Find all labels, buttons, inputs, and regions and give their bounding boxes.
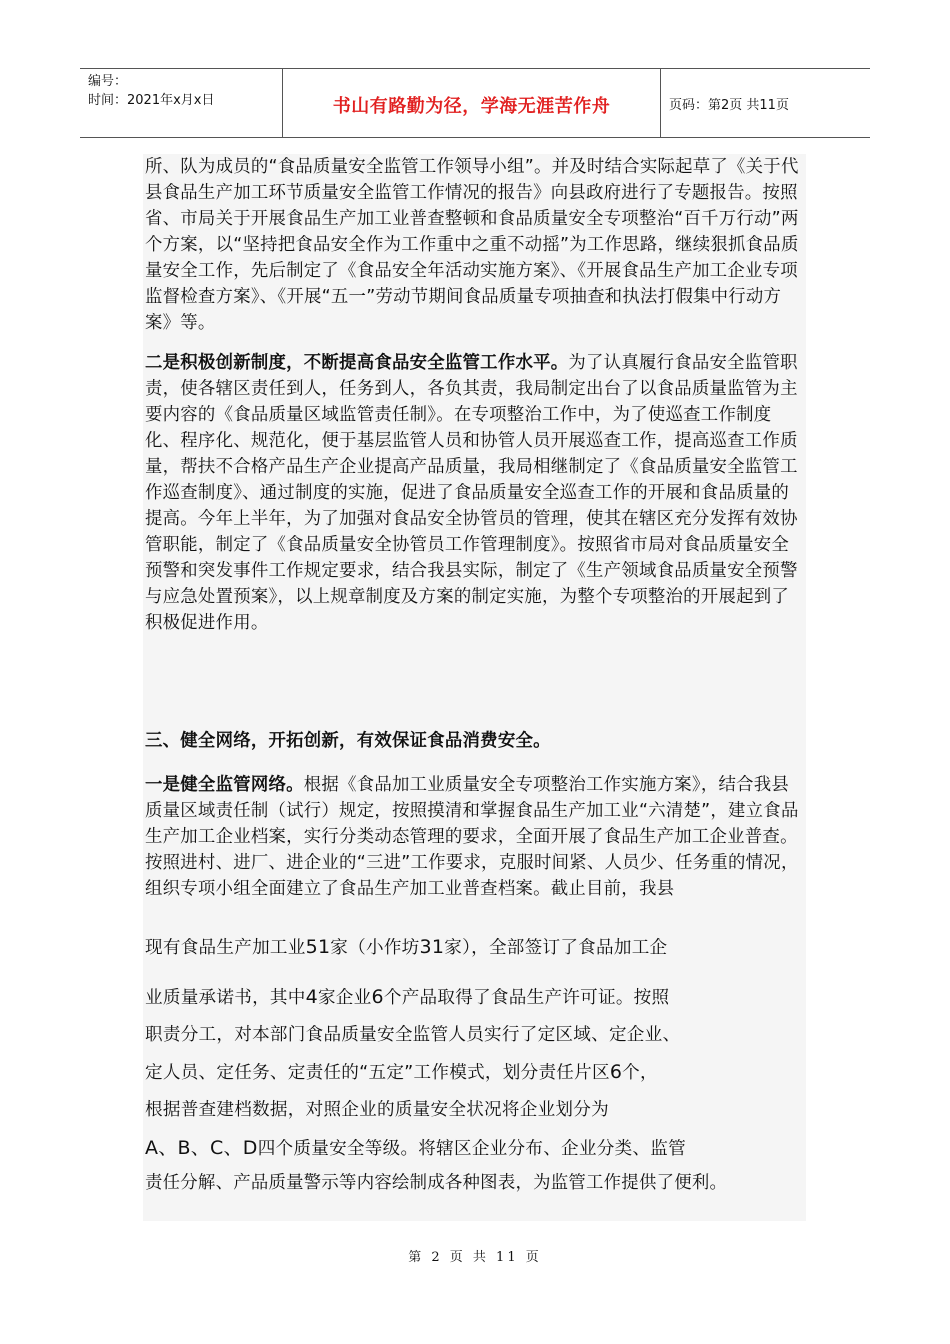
- line-5-number-2: 31: [419, 936, 445, 958]
- header-page-number: 页码：第2页 共11页: [669, 98, 789, 113]
- header-page-cell: [661, 69, 870, 137]
- page-footer: 第 2 页 共 11 页: [408, 1250, 542, 1265]
- line-6-part-b: 家企业: [317, 988, 372, 1008]
- text-line-5: [145, 932, 805, 963]
- line-8-part-a: 定人员、定任务、定责任的“五定”工作模式，划分责任片区: [145, 1063, 610, 1083]
- text-line-9: 根据普查建档数据，对照企业的质量安全状况将企业划分为: [145, 1100, 609, 1120]
- paragraph-1: [145, 154, 805, 336]
- paragraph-last: [145, 1170, 805, 1196]
- paragraph-4-lead: 一是健全监管网络。: [145, 775, 304, 795]
- paragraph-1-text: 所、队为成员的“食品质量安全监管工作领导小组”。并及时结合实际起草了《关于代县食品生产加工环节质量安全监管工作情况的报告》向县政府进行了专题报告。按照省、市局关于开展食品生产加工业普查整顿和食品质量安全专项整治“百千万行动”两个方案，以“坚持把食品安全作为工作重中之重不动摇”为工作思路，继续狠抓食品质量安全工作，先后制定了《食品安全年活动实施方案》、《开展食品生产加工企业专项监督检查方案》、《开展“五一”劳动节期间食品质量专项抽查和执法打假集中行动方案》等。: [145, 157, 799, 333]
- header-motto-cell: [283, 69, 661, 137]
- page-header: [80, 68, 870, 138]
- paragraph-2: [145, 350, 805, 636]
- section-heading-3-text: 三、健全网络，开拓创新，有效保证食品消费安全。: [145, 731, 551, 751]
- header-info-cell: [80, 69, 283, 137]
- text-line-10: [145, 1133, 805, 1164]
- line-5-part-c: 家），全部签订了食品加工企: [444, 938, 668, 958]
- paragraph-4: [145, 772, 805, 902]
- line-5-number-1: 51: [305, 936, 331, 958]
- document-time-label: 时间：2021年x月x日: [88, 93, 215, 108]
- line-8-part-b: 个，: [622, 1063, 658, 1083]
- text-line-7: 职责分工，对本部门食品质量安全监管人员实行了定区域、定企业、: [145, 1025, 681, 1045]
- line-10-grades: A、B、C、D: [145, 1137, 258, 1159]
- line-6-part-c: 个产品取得了食品生产许可证。按照: [383, 988, 670, 1008]
- line-6-part-a: 业质量承诺书，其中: [145, 988, 306, 1008]
- line-8-number: 6: [609, 1061, 623, 1083]
- line-5-part-a: 现有食品生产加工业: [145, 938, 306, 958]
- paragraph-2-lead: 二是积极创新制度，不断提高食品安全监管工作水平。: [145, 353, 569, 373]
- text-line-6: [145, 982, 805, 1013]
- paragraph-4-text: 根据《食品加工业质量安全专项整治工作实施方案》，结合我县质量区域责任制（试行）规定，按照摸清和掌握食品生产加工业“六清楚”，建立食品生产加工企业档案，实行分类动态管理的要求，全面开展了食品生产加工企业普查。按照进村、进厂、进企业的“三进”工作要求，克服时间紧、人员少、任务重的情况，组织专项小组全面建立了食品生产加工业普查档案。截止目前，我县: [145, 775, 799, 899]
- section-heading-3: [145, 728, 805, 754]
- document-body: [143, 154, 806, 1221]
- text-line-8: [145, 1057, 805, 1088]
- line-6-number-1: 4: [305, 986, 318, 1008]
- line-10-text: 四个质量安全等级。将辖区企业分布、企业分类、监管: [257, 1139, 686, 1159]
- header-motto: 书山有路勤为径，学海无涯苦作舟: [332, 96, 611, 117]
- paragraph-2-text: 为了认真履行食品安全监管职责，使各辖区责任到人，任务到人，各负其责，我局制定出台了以食品质量监管为主要内容的《食品质量区域监管责任制》。在专项整治工作中，为了使巡查工作制度化、程序化、规范化，便于基层监管人员和协管人员开展巡查工作，提高巡查工作质量，帮扶不合格产品生产企业提高产品质量，我局相继制定了《食品质量安全监管工作巡查制度》、通过制度的实施，促进了食品质量安全巡查工作的开展和食品质量的提高。今年上半年，为了加强对食品安全协管员的管理，使其在辖区充分发挥有效协管职能，制定了《食品质量安全协管员工作管理制度》。按照省市局对食品质量安全预警和突发事件工作规定要求，结合我县实际，制定了《生产领域食品质量安全预警与应急处置预案》，以上规章制度及方案的制定实施，为整个专项整治的开展起到了积极促进作用。: [145, 353, 798, 633]
- document-number-label: 编号：: [88, 74, 128, 89]
- paragraph-last-text: 责任分解、产品质量警示等内容绘制成各种图表，为监管工作提供了便利。: [145, 1173, 728, 1193]
- line-6-number-2: 6: [371, 986, 384, 1008]
- line-5-part-b: 家（小作坊: [330, 938, 420, 958]
